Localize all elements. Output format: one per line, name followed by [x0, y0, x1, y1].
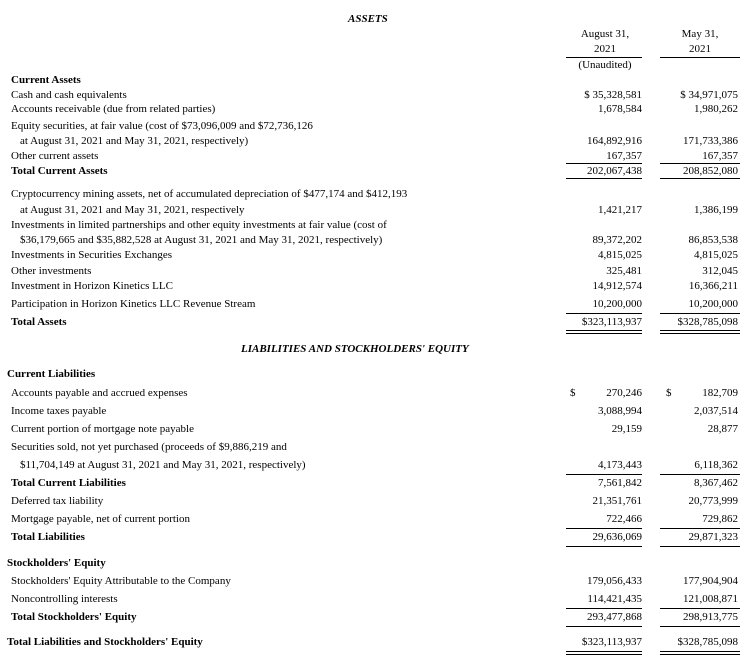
value-may-2021: 1,980,262	[694, 103, 738, 115]
rule	[566, 313, 642, 314]
rule	[566, 546, 642, 547]
dollar-sign: $	[570, 387, 576, 399]
value-may-2021: 177,904,904	[683, 575, 738, 587]
row-label: Mortgage payable, net of current portion	[11, 513, 190, 525]
row-label: Accounts payable and accrued expenses	[11, 387, 188, 399]
row-label: Total Assets	[11, 316, 67, 328]
rule	[660, 313, 740, 314]
value-aug-2021: $ 35,328,581	[584, 89, 642, 101]
value-may-2021: 121,008,871	[683, 593, 738, 605]
row-label: Investments in limited partnerships and other equity investments at fair value (cost of	[11, 219, 387, 231]
value-aug-2021: 89,372,202	[592, 234, 642, 246]
value-aug-2021: 3,088,994	[598, 405, 642, 417]
double-rule	[566, 651, 642, 655]
col1-header-underline	[566, 57, 642, 58]
double-rule	[660, 651, 740, 655]
row-label: Total Current Assets	[11, 165, 108, 177]
liabilities-title: LIABILITIES AND STOCKHOLDERS' EQUITY	[241, 343, 469, 355]
rule	[660, 608, 740, 609]
rule	[660, 474, 740, 475]
col2-header-line1: May 31,	[681, 28, 719, 40]
row-label: Current portion of mortgage note payable	[11, 423, 194, 435]
col1-header-line1: August 31,	[580, 28, 630, 40]
row-label: Total Stockholders' Equity	[11, 611, 137, 623]
rule	[566, 178, 642, 179]
row-label: Noncontrolling interests	[11, 593, 118, 605]
value-may-2021: 312,045	[702, 265, 738, 277]
value-may-2021: 208,852,080	[683, 165, 738, 177]
row-label: Cash and cash equivalents	[11, 89, 127, 101]
value-may-2021: 4,815,025	[694, 249, 738, 261]
rule	[660, 528, 740, 529]
row-label: Equity securities, at fair value (cost of $73,096,009 and $72,736,126	[11, 120, 313, 132]
value-aug-2021: 722,466	[606, 513, 642, 525]
value-aug-2021: 14,912,574	[592, 280, 642, 292]
row-label: at August 31, 2021 and May 31, 2021, respectively	[20, 204, 245, 216]
value-may-2021: 6,118,362	[694, 459, 738, 471]
value-aug-2021: $323,113,937	[581, 316, 642, 328]
value-may-2021: $328,785,098	[677, 636, 738, 648]
value-aug-2021: 29,636,069	[592, 531, 642, 543]
row-label: Investments in Securities Exchanges	[11, 249, 172, 261]
double-rule	[660, 330, 740, 334]
rule	[660, 626, 740, 627]
value-aug-2021: 164,892,916	[587, 135, 642, 147]
value-aug-2021: 4,173,443	[598, 459, 642, 471]
assets-title: ASSETS	[348, 13, 388, 25]
value-aug-2021: 1,421,217	[598, 204, 642, 216]
row-label: $11,704,149 at August 31, 2021 and May 31, 2021, respectively)	[20, 459, 306, 471]
col2-header-underline	[660, 57, 740, 58]
col1-header-line2: 2021	[594, 43, 616, 55]
row-label: Stockholders' Equity	[7, 557, 106, 569]
value-aug-2021: 21,351,761	[592, 495, 642, 507]
value-may-2021: 20,773,999	[688, 495, 738, 507]
value-may-2021: 8,367,462	[694, 477, 738, 489]
row-label: Investment in Horizon Kinetics LLC	[11, 280, 173, 292]
value-aug-2021: 202,067,438	[587, 165, 642, 177]
value-aug-2021: 167,357	[606, 150, 642, 162]
row-label: Total Liabilities and Stockholders' Equity	[7, 636, 203, 648]
value-may-2021: $ 34,971,075	[680, 89, 738, 101]
row-label: Other investments	[11, 265, 92, 277]
row-label: Securities sold, not yet purchased (proceeds of $9,886,219 and	[11, 441, 287, 453]
row-label: at August 31, 2021 and May 31, 2021, respectively)	[20, 135, 249, 147]
value-aug-2021: 29,159	[611, 423, 642, 435]
value-may-2021: 16,366,211	[688, 280, 738, 292]
value-may-2021: 729,862	[702, 513, 738, 525]
value-aug-2021: 4,815,025	[598, 249, 642, 261]
rule	[566, 528, 642, 529]
value-aug-2021: 10,200,000	[592, 298, 642, 310]
row-label: Deferred tax liability	[11, 495, 104, 507]
rule	[660, 546, 740, 547]
value-aug-2021: 1,678,584	[598, 103, 642, 115]
value-aug-2021: 270,246	[606, 387, 642, 399]
dollar-sign: $	[666, 387, 672, 399]
value-may-2021: 28,877	[707, 423, 738, 435]
value-aug-2021: 293,477,868	[587, 611, 642, 623]
row-label: Current Assets	[11, 74, 81, 86]
col2-header-line2: 2021	[689, 43, 711, 55]
value-may-2021: 1,386,199	[694, 204, 738, 216]
row-label: Current Liabilities	[7, 368, 96, 380]
value-aug-2021: 7,561,842	[598, 477, 642, 489]
row-label: Stockholders' Equity Attributable to the Company	[11, 575, 231, 587]
row-label: Total Current Liabilities	[11, 477, 126, 489]
row-label: Income taxes payable	[11, 405, 107, 417]
value-may-2021: 86,853,538	[688, 234, 738, 246]
value-aug-2021: 114,421,435	[587, 593, 642, 605]
value-aug-2021: 179,056,433	[587, 575, 642, 587]
value-aug-2021: 325,481	[606, 265, 642, 277]
value-may-2021: 10,200,000	[688, 298, 738, 310]
rule	[566, 474, 642, 475]
row-label: $36,179,665 and $35,882,528 at August 31, 2021 and May 31, 2021, respectively)	[20, 234, 383, 246]
double-rule	[566, 330, 642, 334]
value-may-2021: 167,357	[702, 150, 738, 162]
value-may-2021: $328,785,098	[677, 316, 738, 328]
col1-header-line3: (Unaudited)	[578, 59, 632, 71]
value-may-2021: 29,871,323	[688, 531, 738, 543]
value-may-2021: 171,733,386	[683, 135, 738, 147]
value-aug-2021: $323,113,937	[581, 636, 642, 648]
row-label: Participation in Horizon Kinetics LLC Revenue Stream	[11, 298, 256, 310]
rule	[566, 626, 642, 627]
rule	[660, 178, 740, 179]
rule	[566, 608, 642, 609]
row-label: Other current assets	[11, 150, 99, 162]
value-may-2021: 298,913,775	[683, 611, 738, 623]
rule	[660, 163, 740, 164]
row-label: Accounts receivable (due from related parties)	[11, 103, 216, 115]
row-label: Total Liabilities	[11, 531, 85, 543]
row-label: Cryptocurrency mining assets, net of accumulated depreciation of $477,174 and $412,193	[11, 188, 408, 200]
value-may-2021: 2,037,514	[694, 405, 738, 417]
rule	[566, 163, 642, 164]
value-may-2021: 182,709	[702, 387, 738, 399]
